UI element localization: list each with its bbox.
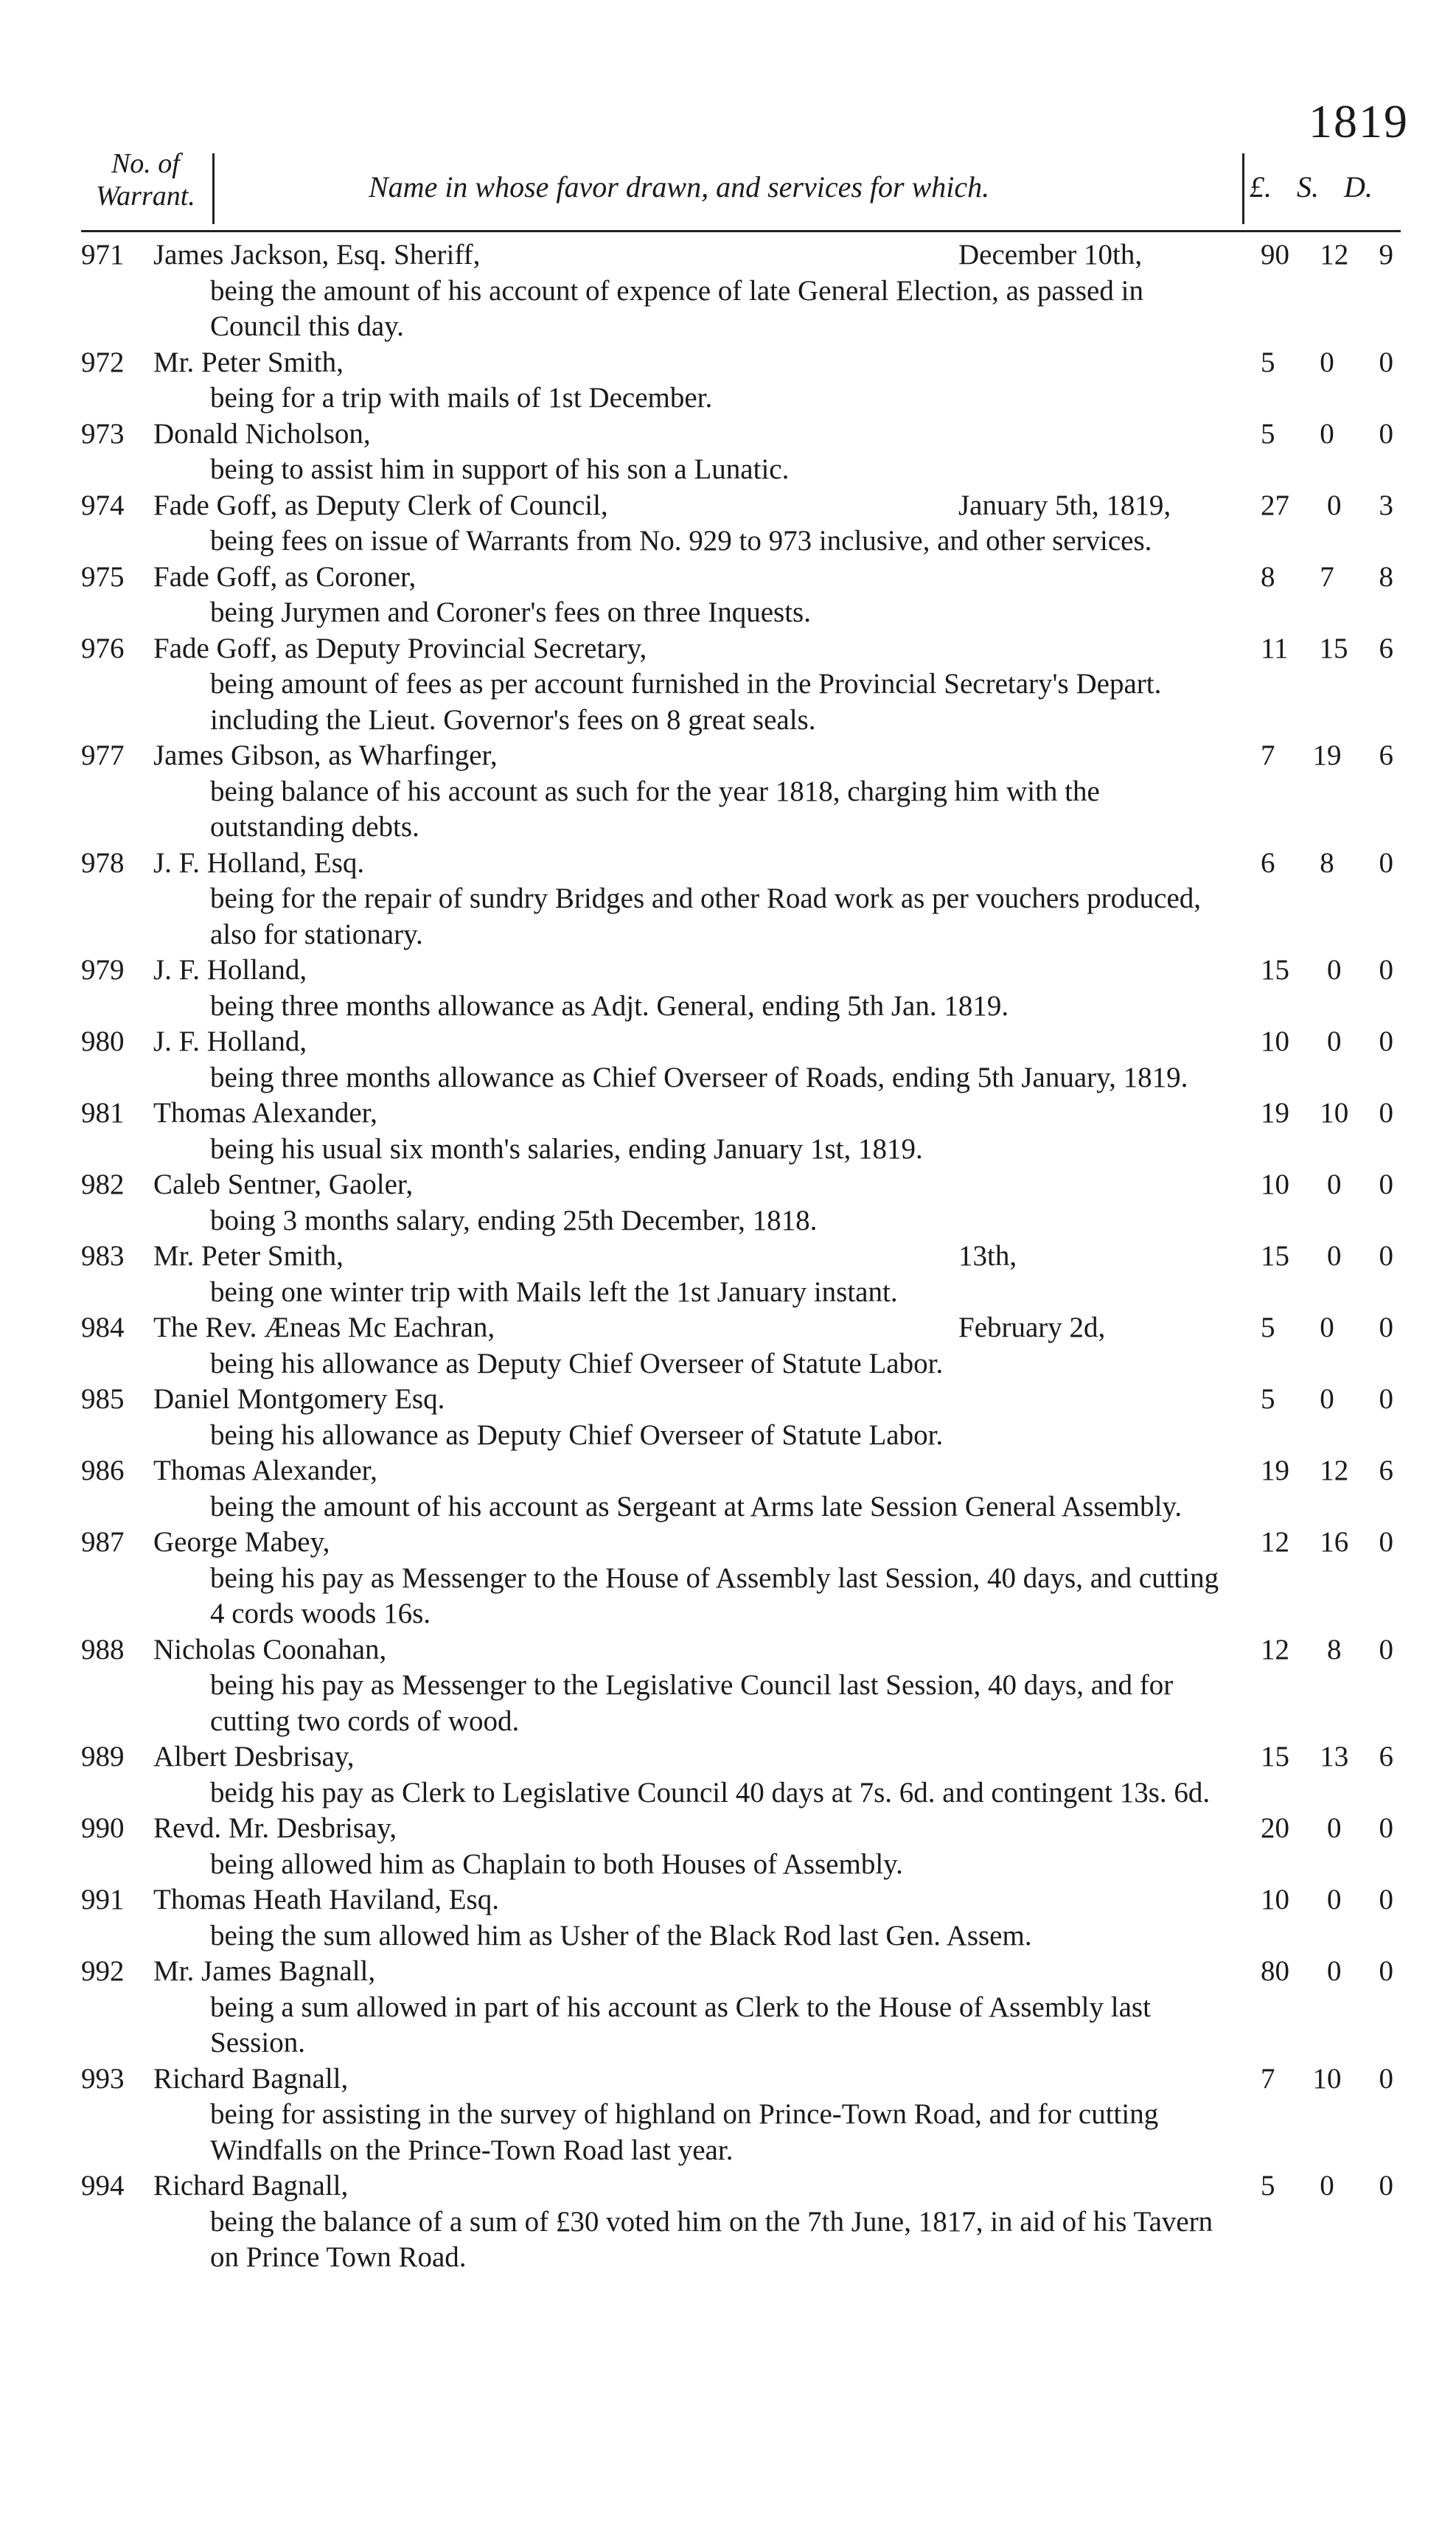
payee-name: Mr. Peter Smith, <box>153 1240 344 1272</box>
entry-head <box>81 1739 1401 1775</box>
amount-pence: 9 <box>1379 239 1393 271</box>
entry-description: being Jurymen and Coroner's fees on three Inquests. <box>210 596 811 628</box>
amount-pence: 0 <box>1379 417 1393 450</box>
warrant-entry <box>81 1525 1401 1632</box>
entry-head <box>81 2061 1401 2098</box>
amount-pence: 0 <box>1379 1383 1393 1415</box>
amount-shillings: 8 <box>1327 1633 1342 1665</box>
warrant-entry <box>81 345 1401 417</box>
entry-description: being his pay as Messenger to the Legislative Council last Session, 40 days, and for cutting two cords of wood. <box>210 1669 1174 1737</box>
amount-pounds: 8 <box>1261 560 1275 593</box>
payee-name: Nicholas Coonahan, <box>153 1633 387 1665</box>
entry-amount <box>1261 1954 1393 1990</box>
amount-shillings: 0 <box>1320 2170 1334 2201</box>
entry-amount <box>1261 488 1393 524</box>
entry-description: being for assisting in the survey of highland on Prince-Town Road, and for cutting Windfalls on the Prince-Town Road last year. <box>210 2098 1159 2166</box>
amount-shillings: 10 <box>1312 2062 1342 2095</box>
entry-description: being his allowance as Deputy Chief Overseer of Statute Labor. <box>210 1347 944 1379</box>
amount-shillings: 0 <box>1327 1240 1342 1272</box>
entry-description: being one winter trip with Mails left the 1st January instant. <box>210 1275 898 1308</box>
warrant-number: 986 <box>81 1455 125 1486</box>
entry-description: beidg his pay as Clerk to Legislative Council 40 days at 7s. 6d. and contingent 13s. 6d. <box>210 1776 1211 1809</box>
amount-pounds: 12 <box>1261 1526 1289 1558</box>
warrant-entry <box>81 1310 1401 1382</box>
amount-pence: 0 <box>1379 2170 1393 2201</box>
amount-shillings: 13 <box>1320 1741 1349 1772</box>
warrant-number: 985 <box>81 1383 125 1415</box>
entry-date: 13th, <box>958 1240 1017 1272</box>
entry-description: being the sum allowed him as Usher of the Black Rod last Gen. Assem. <box>210 1919 1032 1952</box>
entry-description: being amount of fees as per account furnished in the Provincial Secretary's Depart. including the Lieut. Governor's fees on 8 great seals. <box>210 668 1162 736</box>
warrant-number: 981 <box>81 1097 125 1129</box>
amount-pence: 6 <box>1379 739 1393 771</box>
warrant-entry <box>81 1382 1401 1453</box>
payee-name: Thomas Alexander, <box>153 1455 377 1486</box>
entry-amount <box>1261 1239 1393 1275</box>
amount-shillings: 15 <box>1319 632 1348 664</box>
payee-name: Mr. Peter Smith, <box>153 346 344 378</box>
entry-description: being his usual six month's salaries, ending January 1st, 1819. <box>210 1132 923 1165</box>
entry-head <box>81 1310 1401 1346</box>
warrant-number: 983 <box>81 1240 125 1272</box>
entry-amount <box>1261 1632 1393 1668</box>
warrant-number: 984 <box>81 1312 125 1343</box>
payee-name: Donald Nicholson, <box>153 417 371 450</box>
amount-pounds: 15 <box>1261 1741 1289 1772</box>
payee-name: Richard Bagnall, <box>153 2062 349 2095</box>
warrant-number: 972 <box>81 346 125 378</box>
amount-pence: 0 <box>1379 846 1393 879</box>
payee-name: Thomas Alexander, <box>153 1097 377 1129</box>
warrant-entry <box>81 1739 1401 1811</box>
amount-pounds: 7 <box>1261 739 1275 771</box>
amount-shillings: 0 <box>1320 417 1334 450</box>
amount-pence: 6 <box>1379 1741 1393 1772</box>
amount-pounds: 15 <box>1261 1240 1289 1272</box>
amount-shillings: 0 <box>1320 1312 1334 1343</box>
amount-pounds: 27 <box>1261 489 1289 521</box>
amount-pence: 3 <box>1379 489 1393 521</box>
entry-amount <box>1261 560 1393 596</box>
warrant-number: 992 <box>81 1955 125 1987</box>
amount-shillings: 7 <box>1320 560 1334 593</box>
amount-pounds: 10 <box>1261 1026 1289 1057</box>
entry-amount <box>1261 1024 1393 1060</box>
entry-description: being to assist him in support of his son a Lunatic. <box>210 453 790 485</box>
amount-pence: 0 <box>1379 1955 1393 1987</box>
warrant-number: 993 <box>81 2062 125 2095</box>
amount-pence: 0 <box>1379 1169 1393 1200</box>
amount-shillings: 0 <box>1320 1383 1334 1415</box>
entry-amount <box>1261 417 1393 453</box>
warrant-number: 979 <box>81 954 125 986</box>
amount-shillings: 0 <box>1320 346 1334 378</box>
payee-name: Fade Goff, as Coroner, <box>153 560 417 593</box>
amount-shillings: 12 <box>1320 1455 1349 1486</box>
amount-pounds: 5 <box>1261 1383 1275 1415</box>
entry-description: being his allowance as Deputy Chief Overseer of Statute Labor. <box>210 1419 944 1451</box>
amount-pence: 0 <box>1379 1097 1393 1129</box>
amount-shillings: 0 <box>1327 1026 1342 1057</box>
warrant-entry <box>81 2061 1401 2169</box>
amount-pence: 0 <box>1379 2062 1393 2095</box>
warrant-number: 987 <box>81 1526 125 1558</box>
entry-date: February 2d, <box>958 1312 1106 1343</box>
entry-description: being the amount of his account as Sergeant at Arms late Session General Assembly. <box>210 1490 1182 1522</box>
warrant-label: Warrant. <box>96 181 195 212</box>
warrant-number: 973 <box>81 417 125 450</box>
entry-description: being for the repair of sundry Bridges and other Road work as per vouchers produced, also for stationary. <box>210 883 1202 950</box>
amount-shillings: 0 <box>1327 1169 1342 1200</box>
amount-pounds: 6 <box>1261 846 1275 879</box>
warrant-number: 975 <box>81 560 125 593</box>
warrant-entry <box>81 1096 1401 1167</box>
amount-pence: 0 <box>1379 1812 1393 1844</box>
entry-description: being allowed him as Chaplain to both Houses of Assembly. <box>210 1848 903 1880</box>
name-column-header: Name in whose favor drawn, and services for which. <box>369 170 990 203</box>
warrant-entry <box>81 1024 1401 1096</box>
entry-amount <box>1261 1310 1393 1346</box>
warrant-entry <box>81 1811 1401 1882</box>
entry-description: being balance of his account as such for the year 1818, charging him with the outstanding debts. <box>210 775 1100 843</box>
warrant-entry <box>81 1954 1401 2061</box>
warrant-number: 978 <box>81 846 125 879</box>
warrant-number-header <box>96 147 195 212</box>
warrant-number: 980 <box>81 1026 125 1057</box>
entry-amount <box>1261 1882 1393 1918</box>
amount-pence: 0 <box>1379 1884 1393 1915</box>
amount-pounds: 10 <box>1261 1169 1289 1200</box>
amount-shillings: 16 <box>1320 1526 1349 1558</box>
page-year: 1819 <box>1309 95 1409 147</box>
warrant-entry <box>81 1882 1401 1954</box>
warrant-number: 991 <box>81 1884 125 1915</box>
entry-head <box>81 560 1401 596</box>
entry-description: boing 3 months salary, ending 25th December, 1818. <box>210 1204 818 1236</box>
entry-head <box>81 1811 1401 1847</box>
amount-shillings: 8 <box>1320 846 1334 879</box>
amount-pence: 6 <box>1379 632 1393 664</box>
payee-name: Fade Goff, as Deputy Clerk of Council, <box>153 489 608 521</box>
amount-pounds: 15 <box>1261 954 1289 986</box>
warrant-number: 982 <box>81 1169 125 1200</box>
warrant-entry <box>81 953 1401 1024</box>
entry-head <box>81 1382 1401 1418</box>
payee-name: George Mabey, <box>153 1526 330 1558</box>
entry-amount <box>1261 846 1393 882</box>
warrant-entry <box>81 488 1401 560</box>
warrant-entry <box>81 1632 1401 1740</box>
amount-pounds: 12 <box>1261 1633 1289 1665</box>
entry-head <box>81 631 1401 667</box>
payee-name: Daniel Montgomery Esq. <box>153 1383 445 1415</box>
payee-name: J. F. Holland, Esq. <box>153 846 365 879</box>
amount-pounds: 19 <box>1261 1097 1289 1129</box>
payee-name: James Jackson, Esq. Sheriff, <box>153 239 481 271</box>
warrant-number: 994 <box>81 2170 125 2201</box>
amount-pounds: 5 <box>1261 417 1275 450</box>
amount-shillings: 0 <box>1327 954 1342 986</box>
amount-pence: 0 <box>1379 1026 1393 1057</box>
entry-amount <box>1261 345 1393 381</box>
amount-pence: 0 <box>1379 1526 1393 1558</box>
entry-head <box>81 846 1401 882</box>
column-header <box>81 147 1401 229</box>
warrant-entry <box>81 2168 1401 2276</box>
amount-pounds: 10 <box>1261 1884 1289 1915</box>
warrant-entry <box>81 560 1401 631</box>
entry-description: being three months allowance as Chief Overseer of Roads, ending 5th January, 1819. <box>210 1061 1188 1093</box>
entry-head <box>81 237 1401 274</box>
entry-head <box>81 1453 1401 1489</box>
warrant-number: 988 <box>81 1633 125 1665</box>
amount-column-header: £. S. D. <box>1250 170 1373 203</box>
entry-description: being the balance of a sum of £30 voted him on the 7th June, 1817, in aid of his Tavern on Prince Town Road. <box>210 2205 1213 2273</box>
entry-description: being his pay as Messenger to the House of Assembly last Session, 40 days, and cutting 4 cords woods 16s. <box>210 1562 1219 1629</box>
entry-head <box>81 1167 1401 1203</box>
amount-pence: 0 <box>1379 346 1393 378</box>
payee-name: Mr. James Bagnall, <box>153 1955 376 1987</box>
payee-name: The Rev. Æneas Mc Eachran, <box>153 1312 495 1343</box>
column-divider <box>212 153 215 224</box>
amount-shillings: 0 <box>1327 1812 1342 1844</box>
warrant-number: 977 <box>81 739 125 771</box>
entry-amount <box>1261 738 1393 774</box>
warrant-entry <box>81 237 1401 345</box>
column-divider <box>1242 153 1244 224</box>
warrant-number: 976 <box>81 632 125 664</box>
entry-date: January 5th, 1819, <box>958 489 1171 521</box>
entry-head <box>81 1096 1401 1132</box>
amount-pence: 0 <box>1379 954 1393 986</box>
entry-amount <box>1261 1811 1393 1847</box>
amount-pence: 0 <box>1379 1240 1393 1272</box>
entry-description: being three months allowance as Adjt. General, ending 5th Jan. 1819. <box>210 989 1009 1022</box>
warrant-entry <box>81 417 1401 488</box>
warrant-entry <box>81 1453 1401 1525</box>
entry-head <box>81 1239 1401 1275</box>
entry-amount <box>1261 237 1393 274</box>
warrant-number: 990 <box>81 1812 125 1844</box>
warrant-list <box>81 237 1401 2276</box>
warrant-entry <box>81 846 1401 953</box>
entry-head <box>81 1525 1401 1561</box>
entry-amount <box>1261 1739 1393 1775</box>
entry-amount <box>1261 631 1393 667</box>
entry-head <box>81 1024 1401 1060</box>
amount-pounds: 90 <box>1261 239 1289 271</box>
amount-pounds: 20 <box>1261 1812 1289 1844</box>
amount-shillings: 10 <box>1320 1097 1349 1129</box>
entry-head <box>81 1954 1401 1990</box>
amount-shillings: 12 <box>1320 239 1349 271</box>
entry-date: December 10th, <box>958 239 1143 271</box>
payee-name: Revd. Mr. Desbrisay, <box>153 1812 397 1844</box>
payee-name: Richard Bagnall, <box>153 2170 349 2201</box>
warrant-entry <box>81 1239 1401 1310</box>
amount-shillings: 19 <box>1312 739 1342 771</box>
entry-head <box>81 1632 1401 1668</box>
entry-head <box>81 417 1401 453</box>
entry-amount <box>1261 2061 1393 2098</box>
warrant-entry <box>81 1167 1401 1239</box>
warrant-number: 989 <box>81 1741 125 1772</box>
entry-description: being the amount of his account of expence of late General Election, as passed in Council this day. <box>210 274 1143 342</box>
payee-name: Fade Goff, as Deputy Provincial Secretary, <box>153 632 647 664</box>
entry-head <box>81 345 1401 381</box>
payee-name: Caleb Sentner, Gaoler, <box>153 1169 414 1200</box>
payee-name: J. F. Holland, <box>153 1026 307 1057</box>
warrant-entry <box>81 631 1401 739</box>
entry-amount <box>1261 2168 1393 2204</box>
entry-head <box>81 738 1401 774</box>
payee-name: Thomas Heath Haviland, Esq. <box>153 1884 499 1915</box>
amount-pounds: 5 <box>1261 346 1275 378</box>
entry-amount <box>1261 1167 1393 1203</box>
warrant-number: 974 <box>81 489 125 521</box>
entry-amount <box>1261 1096 1393 1132</box>
payee-name: James Gibson, as Wharfinger, <box>153 739 498 771</box>
entry-head <box>81 2168 1401 2204</box>
amount-pence: 6 <box>1379 1455 1393 1486</box>
entry-head <box>81 1882 1401 1918</box>
entry-head <box>81 953 1401 989</box>
amount-shillings: 0 <box>1327 1955 1342 1987</box>
entry-amount <box>1261 1382 1393 1418</box>
amount-pounds: 5 <box>1261 1312 1275 1343</box>
header-rule <box>81 230 1401 232</box>
amount-pence: 0 <box>1379 1633 1393 1665</box>
amount-pounds: 80 <box>1261 1955 1289 1987</box>
entry-amount <box>1261 1453 1393 1489</box>
entry-head <box>81 488 1401 524</box>
warrant-number: 971 <box>81 239 125 271</box>
entry-description: being fees on issue of Warrants from No. 929 to 973 inclusive, and other services. <box>210 525 1152 557</box>
amount-pounds: 11 <box>1261 632 1289 664</box>
no-of-label: No. of <box>111 148 180 179</box>
amount-shillings: 0 <box>1327 489 1342 521</box>
payee-name: Albert Desbrisay, <box>153 1741 355 1772</box>
amount-pounds: 19 <box>1261 1455 1289 1486</box>
amount-pence: 8 <box>1379 560 1393 593</box>
entry-description: being a sum allowed in part of his account as Clerk to the House of Assembly last Session. <box>210 1991 1151 2058</box>
amount-pounds: 7 <box>1261 2062 1275 2095</box>
warrant-entry <box>81 738 1401 846</box>
amount-shillings: 0 <box>1327 1884 1342 1915</box>
amount-pounds: 5 <box>1261 2170 1275 2201</box>
entry-description: being for a trip with mails of 1st December. <box>210 382 713 414</box>
payee-name: J. F. Holland, <box>153 954 307 986</box>
amount-pence: 0 <box>1379 1312 1393 1343</box>
entry-amount <box>1261 1525 1393 1561</box>
entry-amount <box>1261 953 1393 989</box>
